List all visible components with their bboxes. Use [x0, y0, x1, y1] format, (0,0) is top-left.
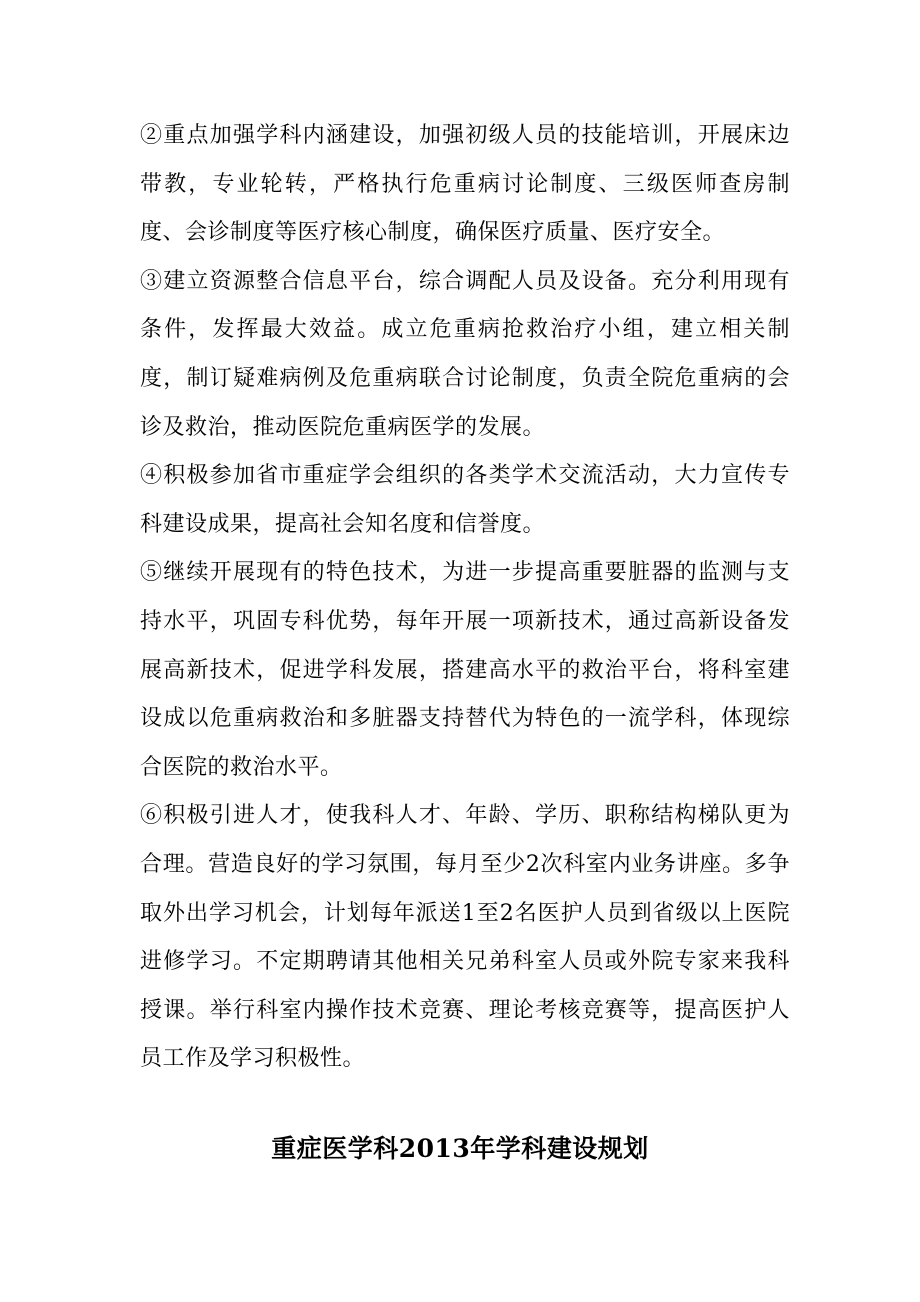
document-body [140, 112, 790, 1084]
paragraph-5: ⑤继续开展现有的特色技术，为进一步提高重要脏器的监测与支持水平，巩固专科优势，每年开展一项新技术，通过高新设备发展高新技术，促进学科发展，搭建高水平的救治平台，将科室建设成以危重病救治和多脏器支持替代为特色的一流学科，体现综合医院的救治水平。 [140, 560, 790, 780]
document-title: 重症医学科2013年学科建设规划 [271, 1134, 649, 1163]
paragraph-2: ②重点加强学科内涵建设，加强初级人员的技能培训，开展床边带教，专业轮转，严格执行危重病讨论制度、三级医师查房制度、会诊制度等医疗核心制度，确保医疗质量、医疗安全。 [140, 123, 790, 246]
paragraph-4: ④积极参加省市重症学会组织的各类学术交流活动，大力宣传专科建设成果，提高社会知名度和信誉度。 [140, 463, 790, 537]
paragraph-3: ③建立资源整合信息平台，综合调配人员及设备。充分利用现有条件，发挥最大效益。成立危重病抢救治疗小组，建立相关制度，制订疑难病例及危重病联合讨论制度，负责全院危重病的会诊及救治，推动医院危重病医学的发展。 [140, 268, 790, 440]
paragraph-6: ⑥积极引进人才，使我科人才、年龄、学历、职称结构梯队更为合理。营造良好的学习氛围，每月至少2次科室内业务讲座。多争取外出学习机会，计划每年派送1至2名医护人员到省级以上医院进修学习。不定期聘请其他相关兄弟科室人员或外院专家来我科授课。举行科室内操作技术竞赛、理论考核竞赛等，提高医护人员工作及学习积极性。 [140, 803, 790, 1072]
